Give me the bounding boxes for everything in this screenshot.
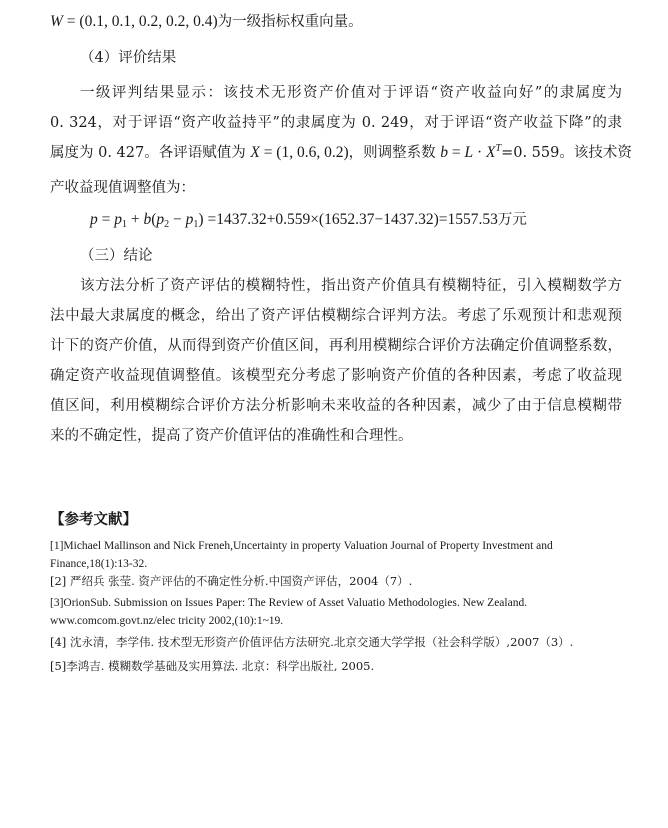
conclusion-heading: （三）结论	[80, 248, 153, 264]
weight-vector-formula: W = (0.1, 0.1, 0.2, 0.2, 0.4)	[50, 13, 218, 30]
reference-item: [3]OrionSub. Submission on Issues Paper: The Review of Asset Valuatio Methodologies. New Zealand.	[50, 597, 528, 609]
weight-vector-text: 为一级指标权重向量。	[217, 14, 363, 30]
paragraph-line: 0. 324，对于评语“资产收益持平”的隶属度为 0. 249，对于评语“资产收益下降”的隶	[50, 115, 622, 131]
reference-item: [4] 沈永清，李学伟. 技术型无形资产价值评估方法研究.北京交通大学学报（社会科学版）,2007（3）.	[50, 635, 574, 649]
result-equation: $p = p_1 + b(p_2 - p_1) =1437.32+0.559\times(1652.37-1437.32)=1557.53$万元	[90, 211, 527, 230]
reference-item: Finance,18(1):13-32.	[50, 558, 148, 570]
reference-item: [1]Michael Mallinson and Nick Freneh,Uncertainty in property Valuation Journal of Property Investment and	[50, 540, 553, 552]
paragraph-line: 法中最大隶属度的概念，给出了资产评估模糊综合评判方法。考虑了乐观预计和悲观预	[50, 308, 622, 324]
paragraph-line: 该方法分析了资产评估的模糊特性，指出资产价值具有模糊特征，引入模糊数学方	[80, 278, 622, 294]
paragraph-line: 确定资产收益现值调整值。该模型充分考虑了影响资产价值的各种因素，考虑了收益现	[50, 368, 622, 384]
paragraph-line: 计下的资产价值，从而得到资产价值区间，再利用模糊综合评价方法确定价值调整系数，	[50, 338, 622, 354]
weight-vector-line	[50, 12, 622, 32]
reference-item: [2] 严绍兵 张莹. 资产评估的不确定性分析.中国资产评估，2004（7）.	[50, 574, 413, 588]
paragraph-line: 来的不确定性，提高了资产价值评估的准确性和合理性。	[50, 428, 413, 444]
paragraph-line-with-math: 属度为 0. 427。各评语赋值为 X = (1, 0.6, 0.2)，则调整系数 $b = L \cdot X^T=0$. 559。该技术资	[50, 143, 632, 161]
reference-item: [5]李鸿吉. 模糊数学基础及实用算法. 北京：科学出版社, 2005.	[50, 659, 375, 673]
section-4-heading: （4）评价结果	[80, 50, 177, 66]
references-title: 【参考文献】	[50, 511, 137, 528]
paragraph-line: 值区间，利用模糊综合评价方法分析影响未来收益的各种因素，减少了由于信息模糊带	[50, 398, 622, 414]
paragraph-line: 产收益现值调整值为：	[50, 180, 195, 196]
reference-item: www.comcom.govt.nz/elec tricity 2002,(10):1~19.	[50, 615, 284, 627]
paragraph-line: 一级评判结果显示：该技术无形资产价值对于评语“资产收益向好”的隶属度为	[80, 85, 622, 101]
